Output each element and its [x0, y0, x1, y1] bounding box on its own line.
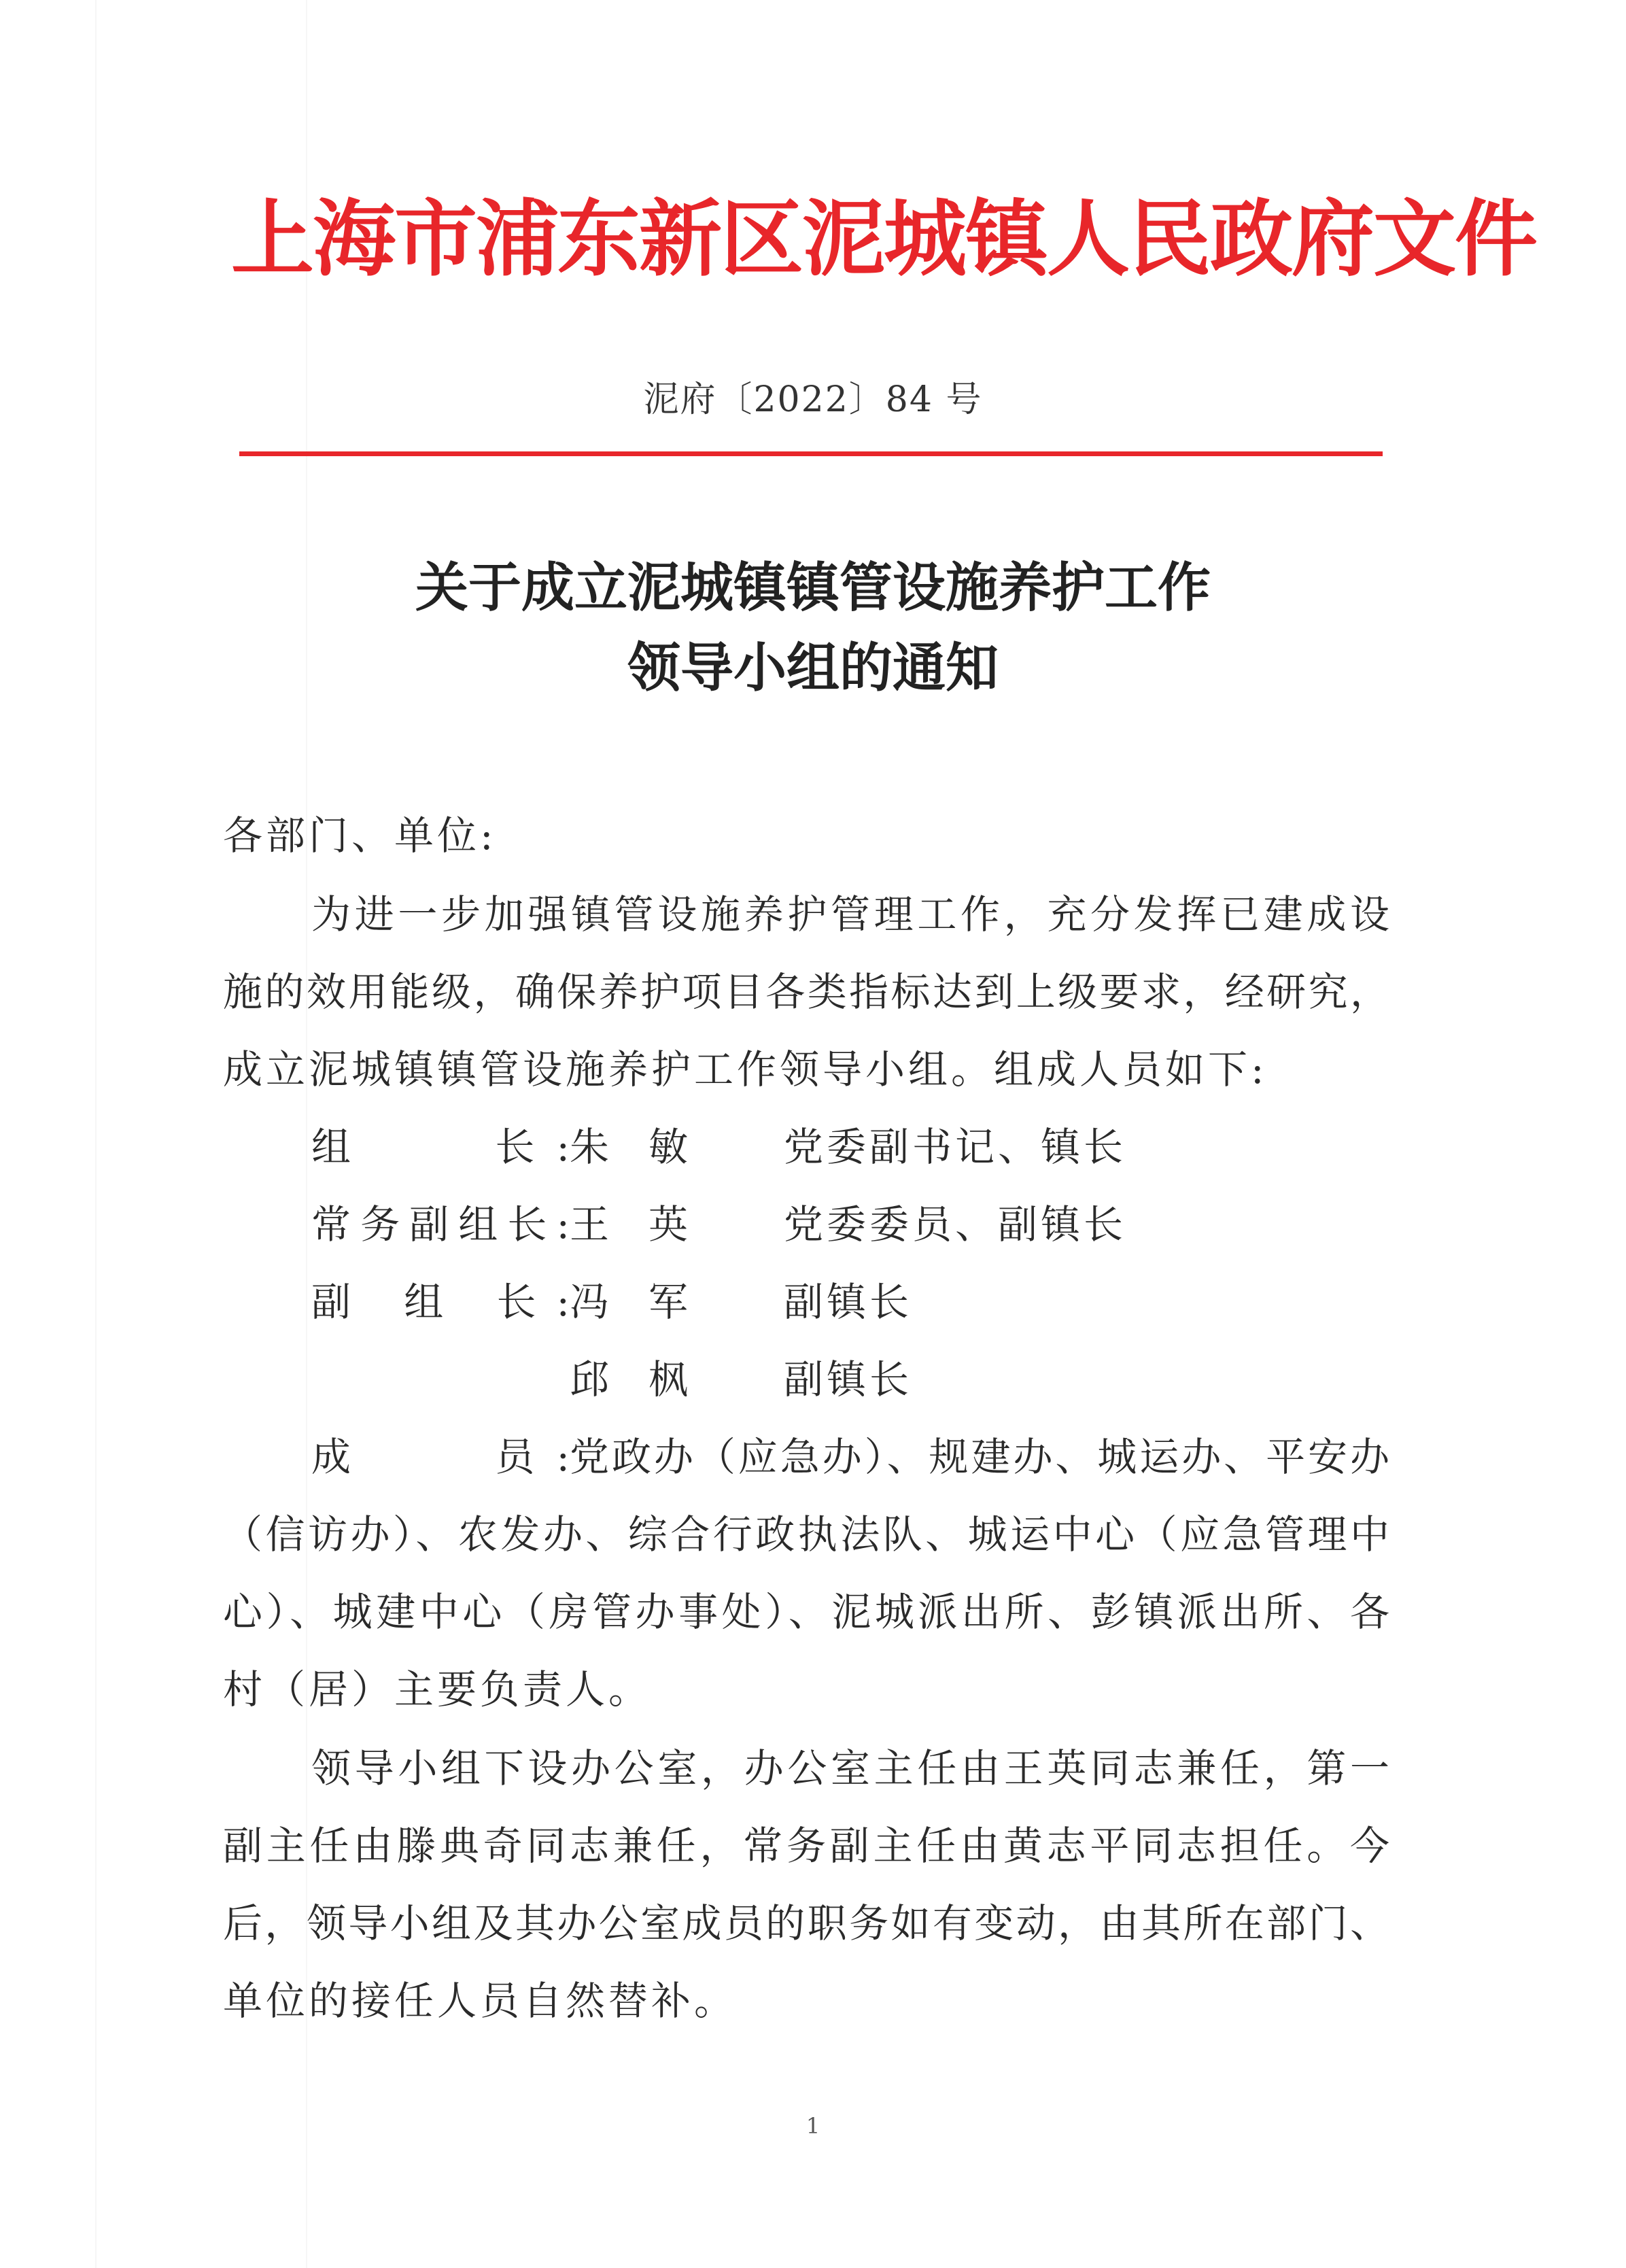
salutation: 各部门、单位: — [223, 812, 497, 859]
role-title: 副镇长 — [784, 1279, 913, 1325]
role-name: 邱 枫 — [570, 1356, 689, 1403]
notice-title-line-1: 关于成立泥城镇镇管设施养护工作 — [415, 557, 1211, 619]
paragraph-1-line-2: 施的效用能级，确保养护项目各类指标达到上级要求，经研究， — [223, 969, 1389, 1015]
role-name: 王 英 — [570, 1201, 689, 1248]
paragraph-1-line-3: 成立泥城镇镇管设施养护工作领导小组。组成人员如下: — [223, 1046, 1268, 1093]
role-title: 党委副书记、镇长 — [784, 1124, 1127, 1170]
role-title: 党委委员、副镇长 — [784, 1201, 1127, 1248]
members-line-2: （信访办）、农发办、综合行政执法队、城运中心（应急管理中 — [223, 1511, 1389, 1558]
notice-title-line-2: 领导小组的通知 — [627, 637, 999, 699]
role-label: 组 长: — [311, 1124, 570, 1170]
role-name: 冯 军 — [570, 1279, 689, 1325]
paragraph-1-line-1: 为进一步加强镇管设施养护管理工作，充分发挥已建成设 — [311, 891, 1389, 938]
scan-artifact — [95, 0, 97, 2268]
role-label: 副 组 长: — [311, 1279, 570, 1325]
role-name: 朱 敏 — [570, 1124, 689, 1170]
role-title: 副镇长 — [784, 1356, 913, 1403]
paragraph-2-line-3: 后，领导小组及其办公室成员的职务如有变动，由其所在部门、 — [223, 1900, 1389, 1946]
document-number: 泥府〔2022〕84 号 — [643, 379, 983, 420]
role-label: 常务副组长: — [311, 1201, 570, 1248]
red-separator-line — [239, 451, 1383, 456]
paragraph-2-line-1: 领导小组下设办公室，办公室主任由王英同志兼任，第一 — [311, 1745, 1389, 1791]
paragraph-2-line-2: 副主任由滕典奇同志兼任，常务副主任由黄志平同志担任。今 — [223, 1823, 1389, 1869]
paragraph-2-line-4: 单位的接任人员自然替补。 — [223, 1978, 738, 2024]
page-number: 1 — [806, 2113, 820, 2139]
members-line-1: 党政办（应急办）、规建办、城运办、平安办 — [570, 1434, 1389, 1480]
members-line-4: 村（居）主要负责人。 — [223, 1666, 652, 1713]
members-label: 成 员: — [311, 1434, 570, 1480]
members-line-3: 心）、城建中心（房管办事处）、泥城派出所、彭镇派出所、各 — [223, 1589, 1389, 1635]
issuing-authority-title: 上海市浦东新区泥城镇人民政府文件 — [231, 190, 1536, 288]
